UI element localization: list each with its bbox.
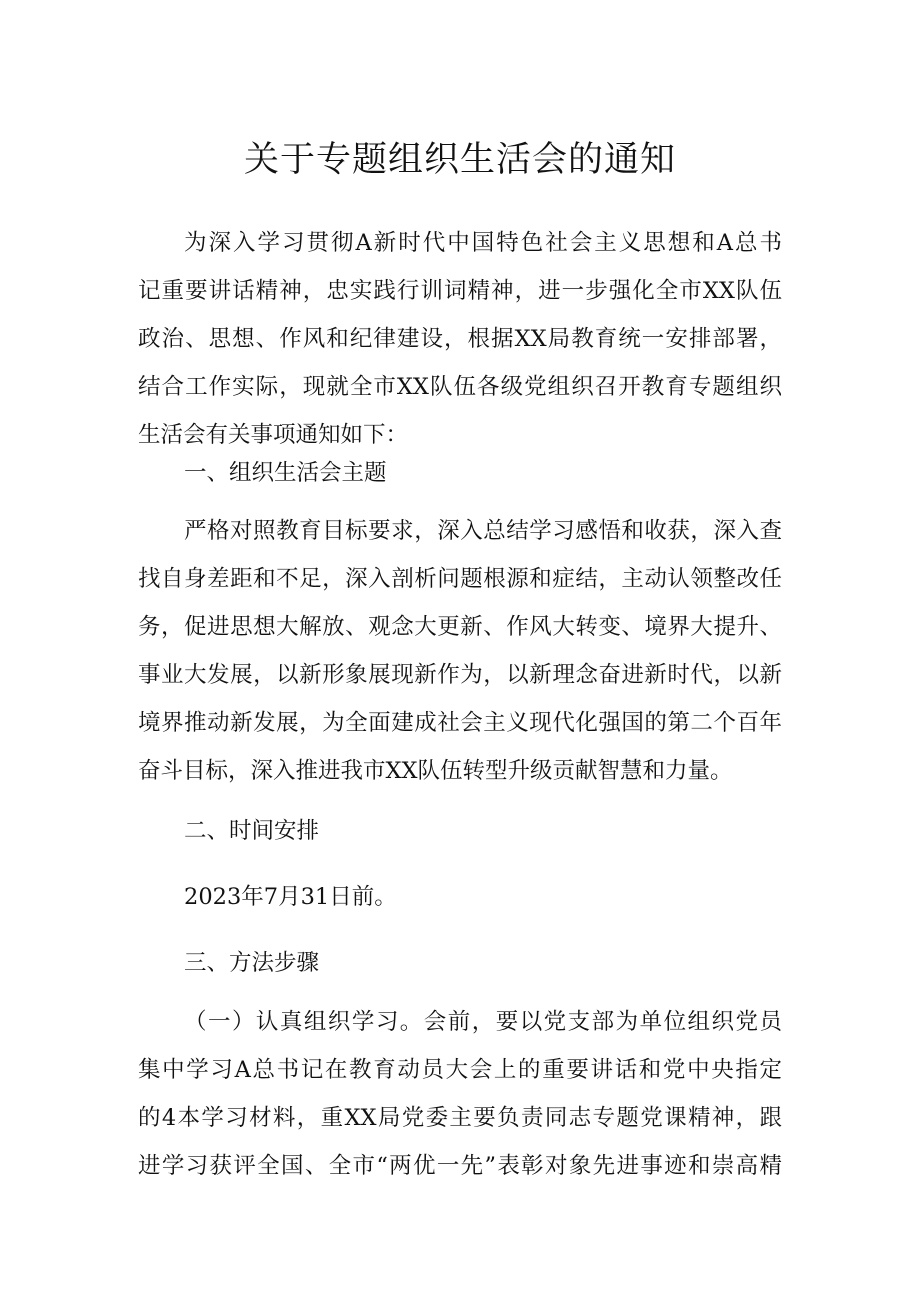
heading-text: 三、方法步骤	[184, 950, 320, 976]
section2-paragraph	[138, 873, 782, 921]
text-line: 务，促进思想大解放、观念大更新、作风大转变、境界大提升、	[138, 614, 782, 640]
text-line: 严格对照教育目标要求，深入总结学习感悟和收获，深入查	[184, 518, 782, 544]
text-line: 政治、思想、作风和纪律建设，根据XX局教育统一安排部署，	[138, 326, 782, 352]
section-heading-3	[138, 939, 782, 987]
intro-paragraph	[138, 219, 782, 459]
section-heading-2	[138, 807, 782, 855]
text-line: 的4本学习材料，重XX局党委主要负责同志专题党课精神，跟	[138, 1105, 782, 1131]
text-line: 奋斗目标，深入推进我市XX队伍转型升级贡献智慧和力量。	[138, 758, 733, 784]
text-line: 生活会有关事项通知如下：	[138, 422, 409, 448]
text-line: （一）认真组织学习。会前，要以党支部为单位组织党员	[184, 1009, 782, 1035]
text-line: 事业大发展，以新形象展现新作为，以新理念奋进新时代，以新	[138, 662, 782, 688]
heading-text: 二、时间安排	[184, 818, 320, 844]
text-line: 进学习获评全国、全市“两优一先”表彰对象先进事迹和崇高精	[138, 1153, 782, 1179]
document-title: 关于专题组织生活会的通知	[243, 140, 676, 180]
text-line: 境界推动新发展，为全面建成社会主义现代化强国的第二个百年	[138, 710, 782, 736]
text-line: 集中学习A总书记在教育动员大会上的重要讲话和党中央指定	[138, 1057, 782, 1083]
text-line: 结合工作实际，现就全市XX队伍各级党组织召开教育专题组织	[138, 374, 782, 400]
section-heading-1	[138, 449, 782, 497]
heading-text: 一、组织生活会主题	[184, 460, 387, 486]
text-line: 记重要讲话精神，忠实践行训词精神，进一步强化全市XX队伍	[138, 278, 782, 304]
text-line: 为深入学习贯彻A新时代中国特色社会主义思想和A总书	[184, 230, 782, 256]
section3-paragraph	[138, 998, 782, 1190]
text-line: 2023年7月31日前。	[184, 884, 397, 910]
text-line: 找自身差距和不足，深入剖析问题根源和症结，主动认领整改任	[138, 566, 782, 592]
section1-paragraph	[138, 507, 782, 795]
